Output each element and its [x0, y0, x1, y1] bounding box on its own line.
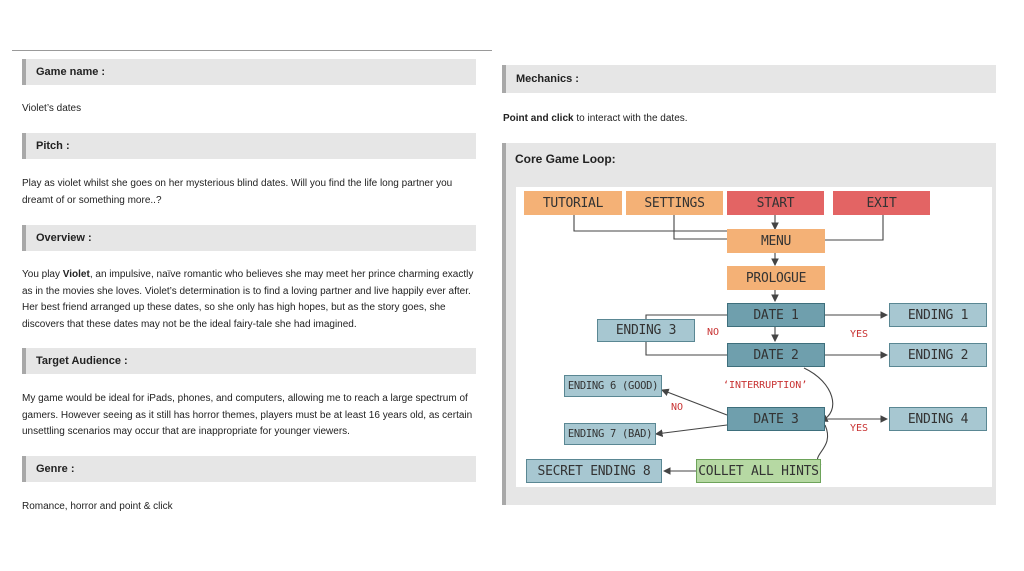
target-audience-line: unsettling scenarios may occur that are inappropriate for younger viewers. [22, 426, 350, 437]
pitch-line: dreamt of or something more..? [22, 194, 162, 206]
label-yes-2: YES [850, 423, 869, 434]
label-no-1: NO [707, 327, 720, 338]
node-prologue: PROLOGUE [727, 266, 825, 290]
node-secret-ending: SECRET ENDING 8 [526, 459, 662, 483]
node-ending3: ENDING 3 [597, 319, 695, 342]
overview-line: Her best friend arranged up these dates, so she only has high hopes, but as the story goes, she [22, 302, 446, 313]
core-game-loop-panel [502, 143, 996, 505]
node-ending6: ENDING 6 (GOOD) [564, 375, 662, 397]
overview-text [22, 267, 473, 333]
label-yes-1: YES [850, 329, 869, 340]
mechanics-rest: to interact with the dates. [573, 113, 688, 124]
target-audience-line: My game would be ideal for iPads, phones, and computers, allowing me to reach a large spectrum of [22, 393, 468, 404]
node-exit: EXIT [833, 191, 930, 215]
connector-date2-ending3 [646, 342, 727, 355]
overview-text-run: You play [22, 269, 63, 280]
overview-text-run: , an impulsive, naïve romantic who believes she may meet her prince charming exactly [89, 269, 474, 280]
game-name-text: Violet’s dates [22, 103, 82, 114]
mechanics-text [503, 111, 688, 128]
node-ending1: ENDING 1 [889, 303, 987, 327]
connector-tutorial-menu [574, 215, 727, 231]
overview-line [22, 267, 473, 284]
overview-line: discovers that these dates may not be the ideal fairy-tale she had imagined. [22, 318, 357, 330]
pitch-line: Play as violet whilst she goes on her mysterious blind dates. Will you find the life long partner you [22, 178, 453, 189]
node-ending4: ENDING 4 [889, 407, 987, 431]
connector-settings-menu [674, 215, 727, 239]
genre-header-label: Genre : [36, 463, 75, 475]
label-no-2: NO [671, 402, 684, 413]
overview-name-bold: Violet [62, 269, 90, 280]
pitch-header-label: Pitch : [36, 140, 70, 152]
connector-date3-ending7 [656, 425, 727, 434]
target-audience-header-label: Target Audience : [36, 355, 128, 367]
genre-text: Romance, horror and point & click [22, 501, 173, 512]
node-menu: MENU [727, 229, 825, 253]
target-audience-text [22, 391, 472, 441]
node-start: START [727, 191, 824, 215]
overview-line: as in the movies she loves. Violet’s determination is to find a loving partner and live happily ever after. [22, 285, 471, 297]
node-date1: DATE 1 [727, 303, 825, 327]
overview-header-label: Overview : [36, 232, 92, 244]
node-date3: DATE 3 [727, 407, 825, 431]
mechanics-header-label: Mechanics : [516, 73, 579, 85]
pitch-header [22, 133, 476, 159]
target-audience-line: gamers. However seeing as it still has horror themes, players must be at least 16 years old, as certain [22, 409, 473, 421]
node-collect-hints: COLLET ALL HINTS [696, 459, 821, 483]
node-settings: SETTINGS [626, 191, 723, 215]
mechanics-header [502, 65, 996, 93]
node-tutorial: TUTORIAL [524, 191, 622, 215]
node-date2: DATE 2 [727, 343, 825, 367]
flowchart [516, 187, 992, 487]
target-audience-header [22, 348, 476, 374]
mechanics-bold: Point and click [503, 113, 574, 124]
connector-exit-menu [825, 215, 883, 240]
node-ending7: ENDING 7 (BAD) [564, 423, 656, 445]
node-ending2: ENDING 2 [889, 343, 987, 367]
top-divider [12, 50, 492, 51]
genre-header [22, 456, 476, 482]
overview-header [22, 225, 476, 251]
game-name-header [22, 59, 476, 85]
core-game-loop-title: Core Game Loop: [515, 152, 616, 166]
label-interruption: ‘INTERRUPTION’ [723, 380, 808, 391]
pitch-text [22, 176, 452, 209]
game-name-header-label: Game name : [36, 66, 106, 78]
